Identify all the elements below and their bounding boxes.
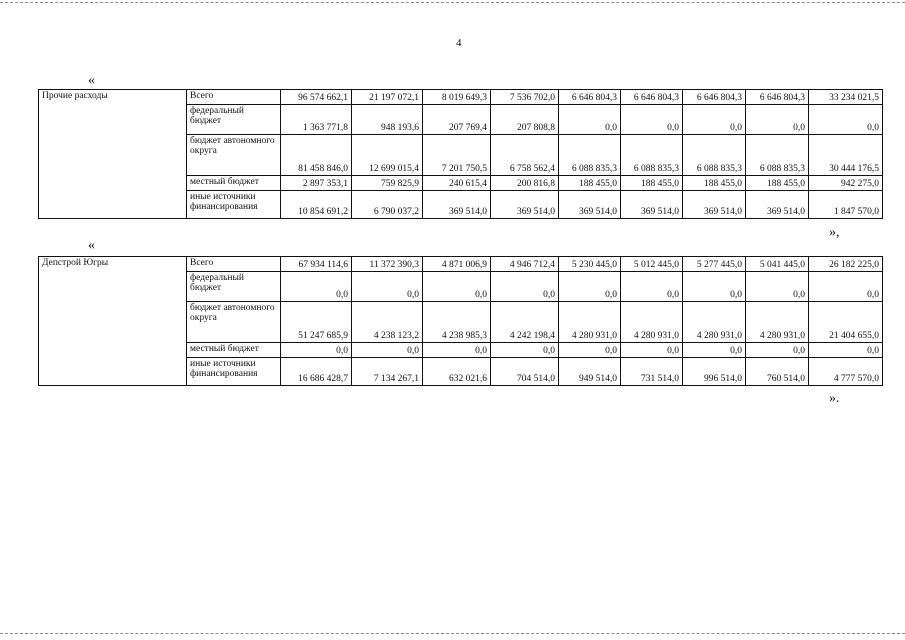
cell-value: 240 615,4: [423, 176, 491, 191]
scan-bottom-edge: [0, 633, 905, 634]
cell-value: 0,0: [352, 272, 423, 302]
row-label: Всего: [187, 90, 281, 105]
cell-value: 0,0: [809, 105, 883, 135]
cell-value: 21 197 072,1: [352, 90, 423, 105]
cell-value: 0,0: [683, 343, 746, 358]
row-label: бюджет автономного округа: [187, 302, 281, 343]
cell-value: 8 019 649,3: [423, 90, 491, 105]
cell-value: 5 041 445,0: [746, 257, 809, 272]
cell-value: 949 514,0: [559, 358, 621, 386]
cell-value: 4 242 198,4: [491, 302, 559, 343]
cell-value: 5 012 445,0: [621, 257, 683, 272]
scan-top-edge: [0, 2, 905, 3]
cell-value: 11 372 390,3: [352, 257, 423, 272]
table-row: [39, 257, 883, 272]
cell-value: 7 134 267,1: [352, 358, 423, 386]
cell-value: 4 777 570,0: [809, 358, 883, 386]
cell-value: 200 816,8: [491, 176, 559, 191]
cell-value: 369 514,0: [621, 191, 683, 219]
cell-value: 5 277 445,0: [683, 257, 746, 272]
cell-value: 1 847 570,0: [809, 191, 883, 219]
cell-value: 0,0: [746, 343, 809, 358]
cell-value: 2 897 353,1: [281, 176, 352, 191]
cell-value: 0,0: [746, 105, 809, 135]
cell-value: 948 193,6: [352, 105, 423, 135]
cell-value: 369 514,0: [559, 191, 621, 219]
cell-value: 188 455,0: [683, 176, 746, 191]
cell-value: 0,0: [683, 105, 746, 135]
cell-value: 4 280 931,0: [683, 302, 746, 343]
cell-value: 0,0: [281, 272, 352, 302]
opening-quote-1: «: [88, 73, 95, 88]
cell-value: 4 280 931,0: [621, 302, 683, 343]
cell-value: 33 234 021,5: [809, 90, 883, 105]
budget-table-2: [38, 256, 883, 386]
row-label: иные источники финансирования: [187, 191, 281, 219]
cell-value: 0,0: [621, 272, 683, 302]
cell-value: 0,0: [281, 343, 352, 358]
cell-value: 0,0: [559, 343, 621, 358]
row-label: бюджет автономного округа: [187, 135, 281, 176]
cell-value: 6 088 835,3: [559, 135, 621, 176]
cell-value: 369 514,0: [746, 191, 809, 219]
cell-value: 369 514,0: [423, 191, 491, 219]
cell-value: 7 536 702,0: [491, 90, 559, 105]
cell-value: 12 699 015,4: [352, 135, 423, 176]
cell-value: 6 088 835,3: [746, 135, 809, 176]
cell-value: 369 514,0: [491, 191, 559, 219]
cell-value: 5 230 445,0: [559, 257, 621, 272]
cell-value: 96 574 662,1: [281, 90, 352, 105]
cell-value: 1 363 771,8: [281, 105, 352, 135]
cell-value: 0,0: [423, 272, 491, 302]
row-label: Всего: [187, 257, 281, 272]
cell-value: 4 280 931,0: [746, 302, 809, 343]
cell-value: 207 808,8: [491, 105, 559, 135]
cell-value: 6 088 835,3: [621, 135, 683, 176]
cell-value: 6 646 804,3: [746, 90, 809, 105]
cell-value: 4 238 985,3: [423, 302, 491, 343]
cell-value: 0,0: [809, 343, 883, 358]
cell-value: 188 455,0: [559, 176, 621, 191]
cell-value: 996 514,0: [683, 358, 746, 386]
cell-value: 760 514,0: [746, 358, 809, 386]
cell-value: 6 646 804,3: [559, 90, 621, 105]
cell-value: 4 238 123,2: [352, 302, 423, 343]
cell-value: 6 646 804,3: [621, 90, 683, 105]
budget-table-1: [38, 89, 883, 219]
cell-value: 4 946 712,4: [491, 257, 559, 272]
cell-value: 0,0: [352, 343, 423, 358]
cell-value: 942 275,0: [809, 176, 883, 191]
cell-value: 0,0: [621, 105, 683, 135]
cell-value: 0,0: [746, 272, 809, 302]
row-label: местный бюджет: [187, 176, 281, 191]
cell-value: 188 455,0: [746, 176, 809, 191]
cell-value: 30 444 176,5: [809, 135, 883, 176]
table-row: [39, 90, 883, 105]
row-label: федеральный бюджет: [187, 272, 281, 302]
closing-quote-2: ».: [829, 391, 840, 406]
cell-value: 6 758 562,4: [491, 135, 559, 176]
cell-value: 0,0: [559, 272, 621, 302]
cell-value: 7 201 750,5: [423, 135, 491, 176]
cell-value: 0,0: [491, 272, 559, 302]
cell-value: 67 934 114,6: [281, 257, 352, 272]
cell-value: 188 455,0: [621, 176, 683, 191]
row-label: иные источники финансирования: [187, 358, 281, 386]
cell-value: 207 769,4: [423, 105, 491, 135]
closing-quote-1: »,: [829, 225, 840, 240]
cell-value: 0,0: [809, 272, 883, 302]
cell-value: 704 514,0: [491, 358, 559, 386]
cell-value: 4 280 931,0: [559, 302, 621, 343]
cell-value: 0,0: [683, 272, 746, 302]
cell-value: 369 514,0: [683, 191, 746, 219]
cell-value: 0,0: [491, 343, 559, 358]
cell-value: 16 686 428,7: [281, 358, 352, 386]
cell-value: 21 404 655,0: [809, 302, 883, 343]
cell-value: 6 088 835,3: [683, 135, 746, 176]
cell-value: 0,0: [621, 343, 683, 358]
cell-value: 10 854 691,2: [281, 191, 352, 219]
cell-value: 759 825,9: [352, 176, 423, 191]
cell-value: 0,0: [559, 105, 621, 135]
page-number: 4: [456, 37, 462, 49]
cell-value: 731 514,0: [621, 358, 683, 386]
cell-value: 6 646 804,3: [683, 90, 746, 105]
row-label: федеральный бюджет: [187, 105, 281, 135]
cell-value: 632 021,6: [423, 358, 491, 386]
opening-quote-2: «: [88, 238, 95, 253]
cell-value: 6 790 037,2: [352, 191, 423, 219]
program-name: Прочие расходы: [39, 90, 187, 219]
program-name: Депстрой Югры: [39, 257, 187, 386]
cell-value: 26 182 225,0: [809, 257, 883, 272]
cell-value: 51 247 685,9: [281, 302, 352, 343]
cell-value: 0,0: [423, 343, 491, 358]
cell-value: 81 458 846,0: [281, 135, 352, 176]
row-label: местный бюджет: [187, 343, 281, 358]
cell-value: 4 871 006,9: [423, 257, 491, 272]
